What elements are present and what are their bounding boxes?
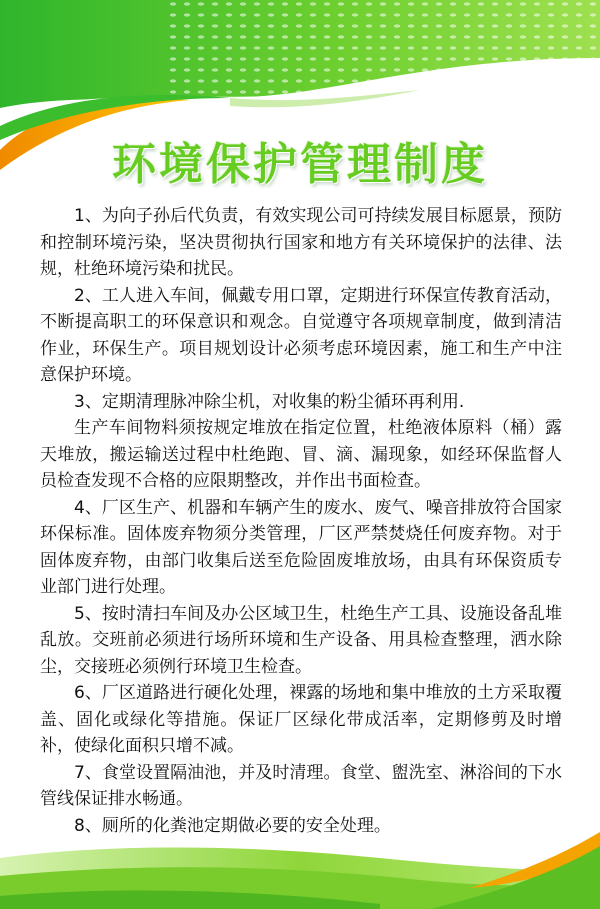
paragraph-item: 4、厂区生产、机器和车辆产生的废水、废气、噪音排放符合国家环保标准。固体废弃物须分类管理，厂区严禁焚烧任何废弃物。对于固体废弃物，由部门收集后送至危险固废堆放场，由具有环保资质专业部门进行处理。 bbox=[40, 497, 562, 597]
paragraph-item: 3、定期清理脉冲除尘机，对收集的粉尘循环再利用. bbox=[74, 391, 465, 412]
regulation-body bbox=[40, 203, 562, 839]
paragraph-item: 7、食堂设置隔油池，并及时清理。食堂、盥洗室、淋浴间的下水管线保证排水畅通。 bbox=[40, 762, 562, 809]
page-title: 环境保护管理制度 bbox=[112, 139, 488, 190]
paragraph-item: 1、为向子孙后代负责，有效实现公司可持续发展目标愿景，预防和控制环境污染，坚决贯彻执行国家和地方有关环境保护的法律、法规，杜绝环境污染和扰民。 bbox=[40, 206, 562, 279]
paragraph-item: 生产车间物料须按规定堆放在指定位置，杜绝液体原料（桶）露天堆放，搬运输送过程中杜绝跑、冒、滴、漏现象，如经环保监督人员检查发现不合格的应限期整改，并作出书面检查。 bbox=[40, 418, 562, 491]
paragraph-item: 8、厕所的化粪池定期做必要的安全处理。 bbox=[74, 815, 391, 836]
footer-band bbox=[0, 832, 600, 909]
paragraph-item: 5、按时清扫车间及办公区域卫生，杜绝生产工具、设施设备乱堆乱放。交班前必须进行场所环境和生产设备、用具检查整理，洒水除尘，交接班必须例行环境卫生检查。 bbox=[40, 603, 562, 677]
paragraph-item: 6、厂区道路进行硬化处理，裸露的场地和集中堆放的土方采取覆盖、固化或绿化等措施。保证厂区绿化带成活率，定期修剪及时增补，使绿化面积只增不减。 bbox=[40, 683, 562, 756]
paragraph-item: 2、工人进入车间，佩戴专用口罩，定期进行环保宣传教育活动，不断提高职工的环保意识和观念。自觉遵守各项规章制度，做到清洁作业，环保生产。项目规划设计必须考虑环境因素，施工和生产中注意保护环境。 bbox=[40, 285, 562, 385]
